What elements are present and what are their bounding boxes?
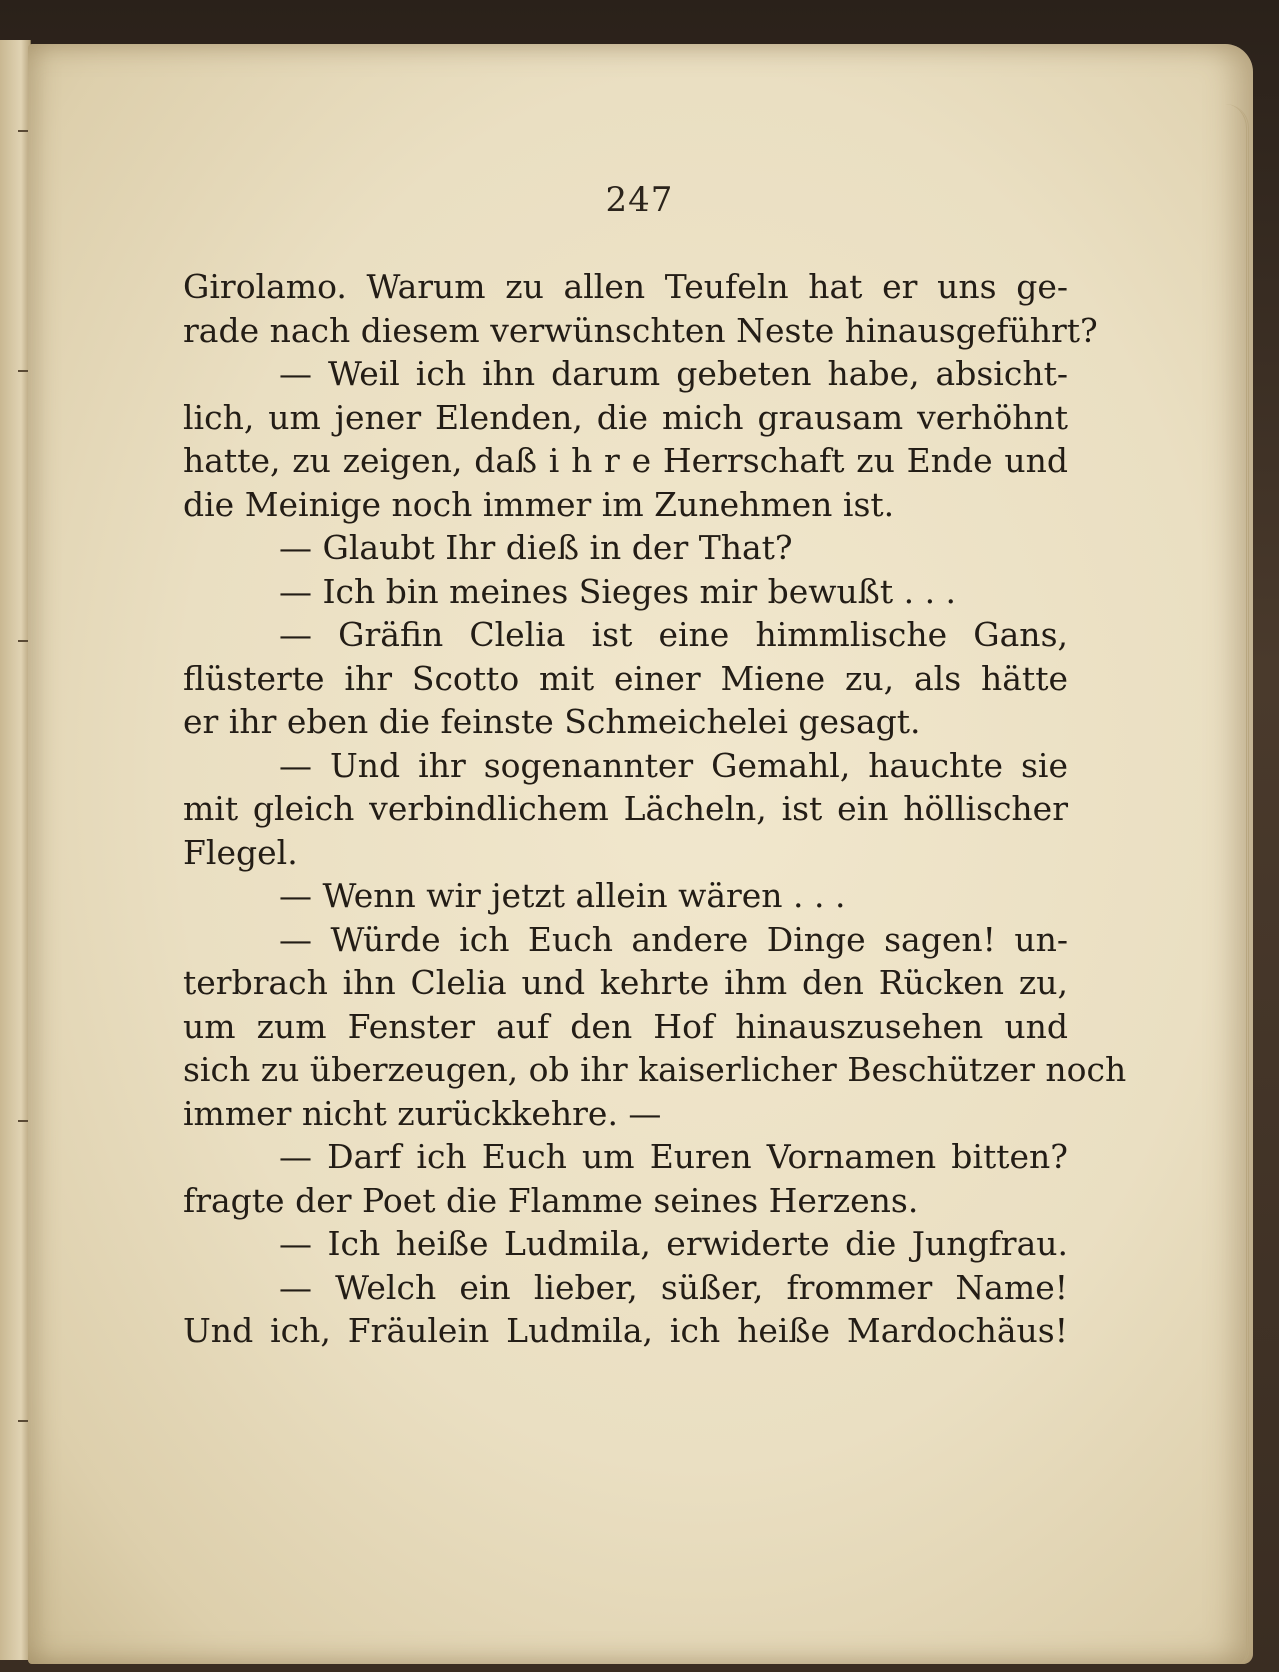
text-line: Und ich, Fräulein Ludmila, ich heiße Mardochäus! [183, 1311, 1068, 1350]
body-text [183, 265, 1127, 1353]
text-line: rade nach diesem verwünschten Neste hinausgeführt? [183, 310, 1098, 350]
text-line: — Glaubt Ihr dieß in der That? [279, 528, 793, 567]
margin-mark [18, 370, 28, 372]
text-line: er ihr eben die feinste Schmeichelei gesagt. [183, 702, 921, 741]
text-line: Girolamo. Warum zu allen Teufeln hat er uns ge- [183, 267, 1068, 306]
text-line: um zum Fenster auf den Hof hinauszusehen und [183, 1006, 1068, 1046]
text-line: — Gräfin Clelia ist eine himmlische Gans, [279, 615, 1068, 654]
text-line: lich, um jener Elenden, die mich grausam verhöhnt [183, 397, 1068, 437]
page-number: 247 [605, 180, 674, 220]
text-line: — Ich heiße Ludmila, erwiderte die Jungfrau. [279, 1224, 1068, 1263]
text-line: mit gleich verbindlichem Lächeln, ist ein höllischer [183, 789, 1068, 828]
left-page-edge [0, 40, 31, 1660]
text-line: — Darf ich Euch um Euren Vornamen bitten? [279, 1137, 1068, 1176]
text-line: immer nicht zurückkehre. — [183, 1093, 662, 1133]
text-line: fragte der Poet die Flamme seines Herzens. [183, 1180, 919, 1220]
text-line: — Weil ich ihn darum gebeten habe, absicht- [279, 354, 1068, 393]
page-stack-edge [1216, 104, 1249, 1664]
text-line: sich zu überzeugen, ob ihr kaiserlicher Beschützer noch [183, 1050, 1127, 1089]
text-line: die Meinige noch immer im Zunehmen ist. [183, 484, 895, 524]
text-line: — Ich bin meines Sieges mir bewußt . . . [279, 571, 957, 611]
margin-mark [18, 1120, 28, 1122]
margin-mark [18, 130, 28, 132]
text-line: — Wenn wir jetzt allein wären . . . [279, 876, 846, 915]
text-line: Flegel. [183, 832, 298, 872]
text-line: hatte, zu zeigen, daß i h r e Herrschaft zu Ende und [183, 441, 1068, 480]
text-line: flüsterte ihr Scotto mit einer Miene zu, als hätte [183, 658, 1068, 698]
text-line: — Würde ich Euch andere Dinge sagen! un- [279, 919, 1068, 959]
margin-mark [18, 1420, 28, 1422]
text-line: terbrach ihn Clelia und kehrte ihm den Rücken zu, [183, 963, 1068, 1002]
text-line: — Welch ein lieber, süßer, frommer Name! [279, 1267, 1068, 1307]
margin-mark [18, 640, 28, 642]
text-line: — Und ihr sogenannter Gemahl, hauchte sie [279, 745, 1068, 785]
